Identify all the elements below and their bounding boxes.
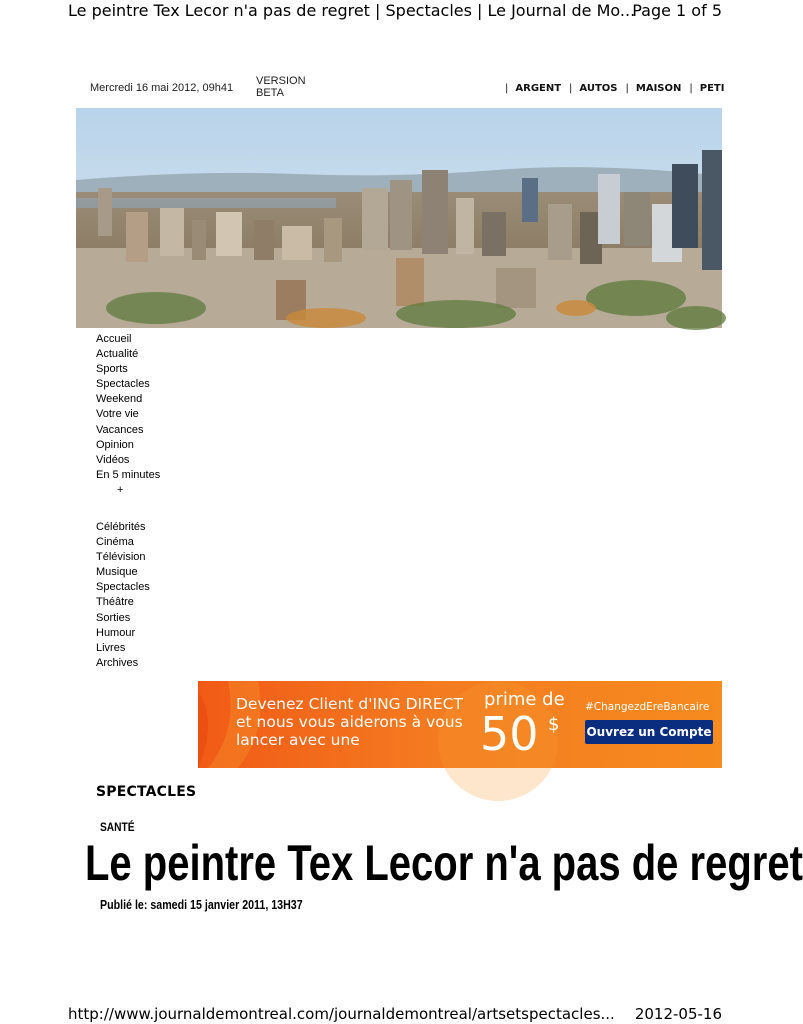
ad-prime-label: prime de — [484, 689, 565, 710]
subnav-item-theatre[interactable]: Théâtre — [96, 596, 134, 609]
nav-item-actualite[interactable]: Actualité — [96, 348, 139, 361]
ad-line-1: Devenez Client d'ING DIRECT — [236, 695, 463, 713]
nav-separator: | — [689, 83, 693, 94]
print-header-page-number: Page 1 of 5 — [632, 1, 722, 20]
top-navigation — [505, 83, 725, 97]
nav-item-opinion[interactable]: Opinion — [96, 438, 134, 451]
article-headline: Le peintre Tex Lecor n'a pas de regret — [85, 835, 803, 891]
version-beta-label[interactable] — [256, 75, 306, 99]
nav-item-accueil[interactable]: Accueil — [96, 333, 132, 345]
city-skyline-banner — [76, 108, 722, 328]
subnav-item-sorties[interactable]: Sorties — [96, 611, 131, 624]
ing-direct-ad-banner[interactable] — [198, 681, 722, 768]
ad-prime-currency: $ — [548, 714, 560, 735]
section-title[interactable]: SPECTACLES — [96, 784, 197, 800]
print-footer-date: 2012-05-16 — [634, 1005, 722, 1023]
subnav-item-musique[interactable]: Musique — [96, 566, 138, 579]
nav-item-votre-vie[interactable]: Votre vie — [96, 408, 139, 421]
nav-more-button[interactable]: + — [117, 483, 124, 496]
publish-date: Publié le: samedi 15 janvier 2011, 13H37 — [100, 897, 303, 912]
nav-separator: | — [505, 83, 509, 94]
ad-prime-amount: 50 — [480, 707, 539, 761]
print-header-title: Le peintre Tex Lecor n'a pas de regret | Spectacles | Le Journal de Mo... — [68, 1, 636, 20]
subnav-item-cinema[interactable]: Cinéma — [96, 536, 134, 549]
ad-line-3: lancer avec une — [236, 731, 360, 749]
print-footer-url: http://www.journaldemontreal.com/journaldemontreal/artsetspectacles... — [68, 1005, 615, 1023]
nav-item-spectacles[interactable]: Spectacles — [96, 378, 150, 391]
subnav-item-spectacles[interactable]: Spectacles — [96, 581, 150, 594]
subnav-item-archives[interactable]: Archives — [96, 656, 139, 669]
version-label-line2: BETA — [256, 87, 284, 99]
print-header — [68, 0, 722, 22]
nav-separator: | — [569, 83, 573, 94]
print-footer — [68, 1004, 722, 1024]
ad-message — [236, 695, 463, 749]
subnav-item-humour[interactable]: Humour — [96, 626, 136, 639]
ad-hashtag: #ChangezdEreBancaire — [585, 701, 710, 713]
ad-line-2: et nous vous aiderons à vous — [236, 713, 463, 731]
main-navigation — [96, 332, 160, 498]
spectacles-sub-navigation — [96, 520, 150, 671]
nav-item-vacances[interactable]: Vacances — [96, 423, 144, 436]
subnav-item-celebrites[interactable]: Célébrités — [96, 521, 146, 533]
nav-separator: | — [625, 83, 629, 94]
article-category[interactable]: SANTÉ — [100, 820, 135, 834]
version-label-line1: VERSION — [256, 75, 306, 87]
nav-item-videos[interactable]: Vidéos — [96, 453, 130, 466]
topnav-item-argent[interactable]: ARGENT — [515, 83, 562, 94]
headline-container — [85, 834, 803, 892]
montreal-skyline-image — [76, 108, 722, 328]
open-account-button[interactable]: Ouvrez un Compte — [585, 720, 713, 744]
topnav-item-maison[interactable]: MAISON — [635, 83, 682, 94]
nav-item-weekend[interactable]: Weekend — [96, 393, 143, 406]
topnav-item-petites-annonces[interactable]: PETI — [699, 83, 725, 94]
nav-item-sports[interactable]: Sports — [96, 363, 128, 376]
subnav-item-livres[interactable]: Livres — [96, 641, 126, 654]
subnav-item-television[interactable]: Télévision — [96, 551, 146, 564]
current-date: Mercredi 16 mai 2012, 09h41 — [90, 82, 234, 94]
topnav-item-autos[interactable]: AUTOS — [579, 83, 618, 94]
nav-item-en-5-minutes[interactable]: En 5 minutes — [96, 468, 161, 481]
